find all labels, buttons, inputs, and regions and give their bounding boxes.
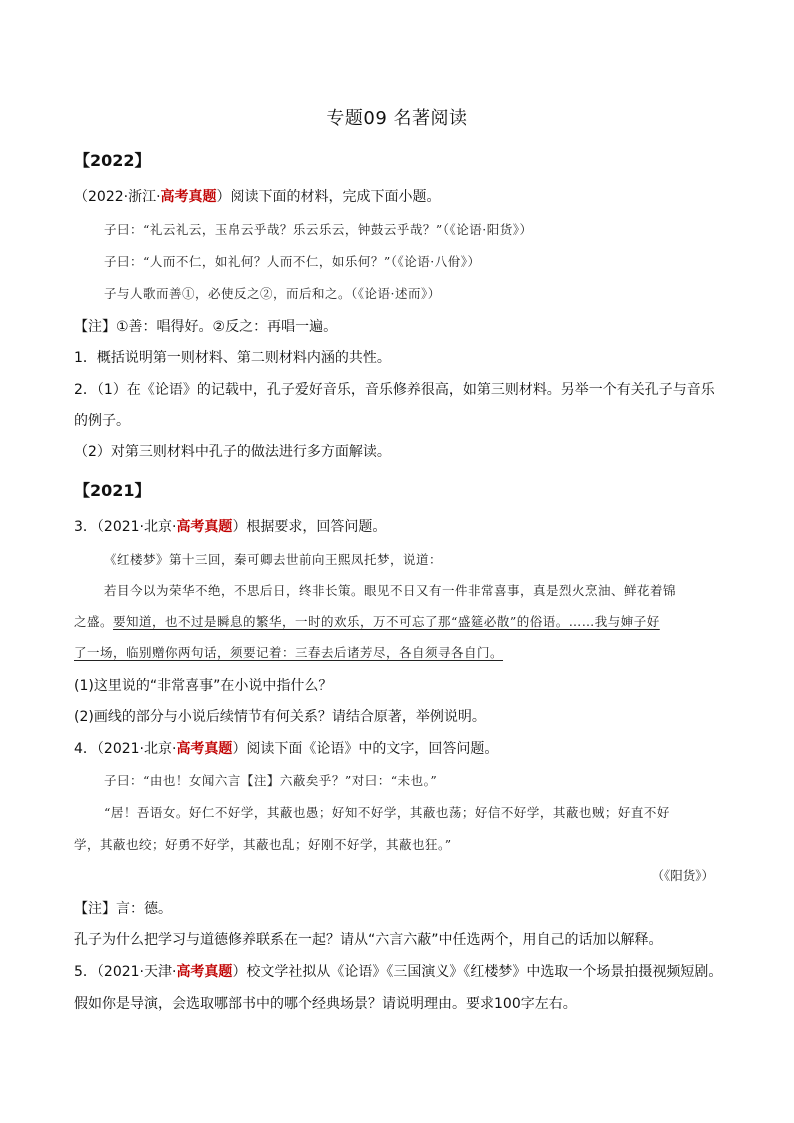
- source-tag: 高考真题: [160, 189, 217, 205]
- q3-quote-2: 若目今以为荣华不绝，不思后日，终非长策。眼见不日又有一件非常喜事，真是烈火烹油、鲜花着锦: [104, 583, 677, 598]
- intro-prefix: 3．（2021·北京·: [74, 519, 177, 535]
- question-1: 1．概括说明第一则材料、第二则材料内涵的共性。: [74, 350, 391, 366]
- intro-prefix: 4．（2021·北京·: [74, 741, 177, 757]
- intro-suffix: ）校文学社拟从《论语》《三国演义》《红楼梦》中选取一个场景拍摄视频短剧。: [232, 964, 723, 980]
- source-tag: 高考真题: [176, 741, 233, 757]
- question-2-part-1-cont: 的例子。: [74, 413, 130, 429]
- q2022-intro: [74, 186, 441, 206]
- q3-sub-2: (2)画线的部分与小说后续情节有何关系？请结合原著，举例说明。: [74, 709, 486, 725]
- q4-note: 【注】言：德。: [74, 901, 172, 917]
- intro-suffix: ）阅读下面《论语》中的文字，回答问题。: [232, 741, 499, 757]
- page-title: 专题09 名著阅读: [326, 108, 468, 129]
- q3-quote-4: [74, 643, 503, 661]
- section-heading-2022: 【2022】: [74, 151, 151, 170]
- q4-intro: [74, 738, 498, 758]
- q4-quote-1: 子曰：“由也！女闻六言【注】六蔽矣乎？”对曰：“未也。”: [104, 773, 438, 788]
- quote-plain: 之盛。: [74, 614, 114, 629]
- source-tag: 高考真题: [176, 519, 233, 535]
- intro-prefix: 5．（2021·天津·: [74, 964, 177, 980]
- intro-prefix: （2022·浙江·: [74, 189, 161, 205]
- intro-suffix: ）阅读下面的材料，完成下面小题。: [216, 189, 441, 205]
- q4-quote-2: “居！吾语女。好仁不好学，其蔽也愚；好知不好学，其蔽也荡；好信不好学，其蔽也贼；好直不好: [104, 805, 670, 820]
- quote-underlined: 要知道，也不过是瞬息的繁华，一时的欢乐，万不可忘了那“盛筵必散”的俗语。……我与婶子好: [113, 614, 660, 629]
- q5-intro: [74, 961, 722, 981]
- section-heading-2021: 【2021】: [74, 481, 151, 500]
- q5-question: 假如你是导演，会选取哪部书中的哪个经典场景？请说明理由。要求100字左右。: [74, 996, 577, 1012]
- q4-source: （《阳货》）: [651, 868, 714, 883]
- q3-sub-1: (1)这里说的“非常喜事”在小说中指什么？: [74, 678, 333, 694]
- q3-quote-3: [74, 612, 660, 630]
- q2022-quote-3: 子与人歌而善①，必使反之②，而后和之。（《论语·述而》）: [104, 286, 441, 301]
- q4-question: 孔子为什么把学习与道德修养联系在一起？请从“六言六蔽”中任选两个，用自己的话加以解释。: [74, 932, 663, 948]
- question-2-part-2: （2）对第三则材料中孔子的做法进行多方面解读。: [74, 444, 391, 460]
- intro-suffix: ）根据要求，回答问题。: [232, 519, 387, 535]
- quote-underlined: 了一场，临别赠你两句话，须要记着：三春去后诸芳尽，各自须寻各自门。: [74, 645, 504, 660]
- q4-quote-3: 学，其蔽也绞；好勇不好学，其蔽也乱；好刚不好学，其蔽也狂。”: [74, 837, 452, 852]
- question-2-part-1: 2．（1）在《论语》的记载中，孔子爱好音乐，音乐修养很高，如第三则材料。另举一个有关孔子与音乐: [74, 382, 715, 398]
- source-tag: 高考真题: [176, 964, 233, 980]
- q3-quote-1: 《红楼梦》第十三回，秦可卿去世前向王熙凤托梦，说道：: [104, 552, 443, 567]
- q2022-note: 【注】①善：唱得好。②反之：再唱一遍。: [74, 319, 338, 335]
- q3-intro: [74, 516, 386, 536]
- q2022-quote-1: 子曰：“礼云礼云，玉帛云乎哉？乐云乐云，钟鼓云乎哉？”（《论语·阳货》）: [104, 222, 533, 237]
- q2022-quote-2: 子曰：“人而不仁，如礼何？人而不仁，如乐何？”（《论语·八佾》）: [104, 254, 481, 269]
